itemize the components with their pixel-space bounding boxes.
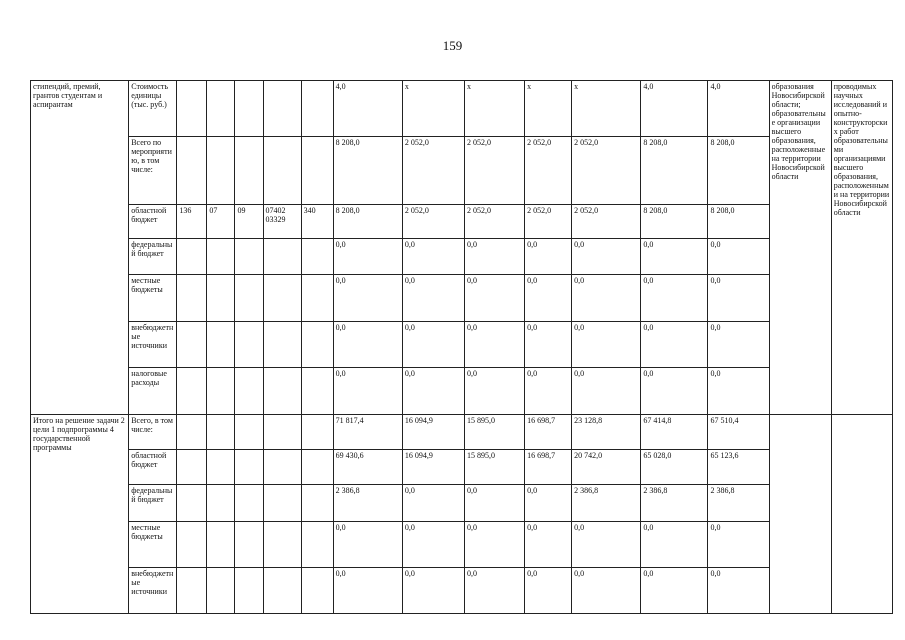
value-cell: 67 414,8 (641, 415, 708, 450)
value-cell: x (525, 81, 572, 137)
value-cell: 2 386,8 (333, 485, 402, 522)
code-cell (263, 485, 301, 522)
value-cell: 8 208,0 (708, 137, 769, 205)
code-cell (235, 522, 263, 568)
row-label: федеральный бюджет (129, 239, 177, 275)
value-cell: 2 052,0 (525, 205, 572, 239)
value-cell: 8 208,0 (333, 137, 402, 205)
value-cell: 0,0 (572, 522, 641, 568)
code-cell (301, 275, 333, 322)
value-cell: 0,0 (333, 275, 402, 322)
value-cell: 0,0 (333, 568, 402, 614)
value-cell: 0,0 (464, 322, 524, 368)
row-label: Стоимость единицы (тыс. руб.) (129, 81, 177, 137)
code-cell (207, 568, 235, 614)
value-cell: 2 386,8 (641, 485, 708, 522)
value-cell: 8 208,0 (641, 137, 708, 205)
code-cell (301, 415, 333, 450)
row-label: Всего, в том числе: (129, 415, 177, 450)
code-cell (177, 415, 207, 450)
value-cell: 65 028,0 (641, 450, 708, 485)
value-cell: 0,0 (572, 568, 641, 614)
code-cell (301, 81, 333, 137)
value-cell: 0,0 (708, 522, 769, 568)
code-cell (207, 485, 235, 522)
code-cell (301, 137, 333, 205)
row-label: областной бюджет (129, 205, 177, 239)
code-cell (301, 485, 333, 522)
value-cell: 0,0 (464, 522, 524, 568)
table-row (31, 485, 893, 522)
value-cell: 0,0 (333, 322, 402, 368)
code-cell (177, 568, 207, 614)
table-row (31, 568, 893, 614)
value-cell: 0,0 (402, 522, 464, 568)
code-cell (177, 485, 207, 522)
code-cell (263, 137, 301, 205)
value-cell: x (402, 81, 464, 137)
section-title: стипендий, премий, грантов студентам и аспирантам (31, 81, 129, 415)
code-cell (301, 239, 333, 275)
value-cell: 4,0 (333, 81, 402, 137)
value-cell: 2 052,0 (572, 137, 641, 205)
code-cell (207, 275, 235, 322)
value-cell: 0,0 (402, 368, 464, 415)
value-cell: 0,0 (402, 485, 464, 522)
code-cell (235, 485, 263, 522)
value-cell: x (464, 81, 524, 137)
row-label: внебюджетные источники (129, 322, 177, 368)
code-cell (263, 522, 301, 568)
code-cell (263, 368, 301, 415)
code-cell (235, 81, 263, 137)
section-title: Итого на решение задачи 2 цели 1 подпрограммы 4 государственной программы (31, 415, 129, 614)
code-cell (235, 275, 263, 322)
code-cell (235, 568, 263, 614)
value-cell: 16 698,7 (525, 415, 572, 450)
value-cell: 8 208,0 (641, 205, 708, 239)
value-cell: 0,0 (333, 368, 402, 415)
result-cell: проводимых научных исследований и опытно-конструкторских работ образовательными организациями высшего образования, расположенными на территории Новосибирской области (831, 81, 892, 415)
value-cell: 0,0 (572, 368, 641, 415)
value-cell: 0,0 (525, 522, 572, 568)
value-cell: 0,0 (333, 522, 402, 568)
value-cell: 0,0 (464, 485, 524, 522)
code-cell (301, 450, 333, 485)
table-row (31, 368, 893, 415)
value-cell: 0,0 (464, 275, 524, 322)
value-cell: 8 208,0 (333, 205, 402, 239)
value-cell: 0,0 (464, 568, 524, 614)
table-row (31, 450, 893, 485)
value-cell: 0,0 (402, 239, 464, 275)
value-cell: 2 386,8 (572, 485, 641, 522)
table-row (31, 275, 893, 322)
rz-code: 07 (207, 205, 235, 239)
value-cell: 0,0 (402, 568, 464, 614)
code-cell (263, 450, 301, 485)
table-row (31, 415, 893, 450)
table-row (31, 239, 893, 275)
code-cell (235, 368, 263, 415)
code-cell (263, 568, 301, 614)
code-cell (263, 239, 301, 275)
code-cell (263, 415, 301, 450)
value-cell: 2 386,8 (708, 485, 769, 522)
code-cell (177, 368, 207, 415)
vr-code: 340 (301, 205, 333, 239)
value-cell: 2 052,0 (525, 137, 572, 205)
code-cell (301, 322, 333, 368)
row-label: местные бюджеты (129, 275, 177, 322)
code-cell (301, 368, 333, 415)
value-cell: 0,0 (641, 322, 708, 368)
code-cell (263, 322, 301, 368)
value-cell: 65 123,6 (708, 450, 769, 485)
value-cell: 71 817,4 (333, 415, 402, 450)
code-cell (177, 522, 207, 568)
value-cell: 0,0 (641, 522, 708, 568)
table-row (31, 205, 893, 239)
code-cell (207, 415, 235, 450)
value-cell: 4,0 (641, 81, 708, 137)
table-row (31, 522, 893, 568)
value-cell: 0,0 (525, 568, 572, 614)
value-cell: 2 052,0 (572, 205, 641, 239)
result-cell (831, 415, 892, 614)
value-cell: 69 430,6 (333, 450, 402, 485)
value-cell: 20 742,0 (572, 450, 641, 485)
csr-code: 07402 03329 (263, 205, 301, 239)
value-cell: 0,0 (572, 275, 641, 322)
table-row (31, 81, 893, 137)
page-number: 159 (442, 38, 463, 53)
code-cell (177, 137, 207, 205)
value-cell: 0,0 (641, 239, 708, 275)
code-cell (263, 81, 301, 137)
value-cell: 0,0 (525, 368, 572, 415)
code-cell (207, 450, 235, 485)
code-cell (235, 239, 263, 275)
value-cell: 0,0 (572, 239, 641, 275)
value-cell: 15 895,0 (464, 450, 524, 485)
code-cell (177, 275, 207, 322)
value-cell: 0,0 (402, 275, 464, 322)
value-cell: 2 052,0 (464, 137, 524, 205)
table-row (31, 322, 893, 368)
value-cell: 0,0 (708, 368, 769, 415)
code-cell (177, 322, 207, 368)
executor-cell (769, 415, 831, 614)
code-cell (177, 239, 207, 275)
value-cell: 0,0 (525, 239, 572, 275)
value-cell: 0,0 (641, 568, 708, 614)
value-cell: 0,0 (464, 239, 524, 275)
value-cell: 2 052,0 (464, 205, 524, 239)
value-cell: 16 094,9 (402, 450, 464, 485)
row-label: федеральный бюджет (129, 485, 177, 522)
row-label: налоговые расходы (129, 368, 177, 415)
value-cell: 0,0 (402, 322, 464, 368)
value-cell: 8 208,0 (708, 205, 769, 239)
code-cell (235, 415, 263, 450)
value-cell: 16 094,9 (402, 415, 464, 450)
code-cell (207, 522, 235, 568)
value-cell: 23 128,8 (572, 415, 641, 450)
value-cell: 0,0 (708, 275, 769, 322)
value-cell: 0,0 (333, 239, 402, 275)
code-cell (235, 322, 263, 368)
code-cell (263, 275, 301, 322)
row-label: областной бюджет (129, 450, 177, 485)
value-cell: 67 510,4 (708, 415, 769, 450)
value-cell: 15 895,0 (464, 415, 524, 450)
code-cell (301, 568, 333, 614)
code-cell (177, 81, 207, 137)
grbs-code: 136 (177, 205, 207, 239)
code-cell (207, 239, 235, 275)
value-cell: 0,0 (641, 368, 708, 415)
code-cell (207, 322, 235, 368)
table-row (31, 137, 893, 205)
budget-table (30, 80, 893, 614)
value-cell: 0,0 (708, 568, 769, 614)
row-label: внебюджетные источники (129, 568, 177, 614)
row-label: Всего по мероприятию, в том числе: (129, 137, 177, 205)
value-cell: 0,0 (464, 368, 524, 415)
code-cell (207, 137, 235, 205)
value-cell: 0,0 (572, 322, 641, 368)
row-label: местные бюджеты (129, 522, 177, 568)
value-cell: 0,0 (708, 322, 769, 368)
code-cell (177, 450, 207, 485)
code-cell (235, 450, 263, 485)
value-cell: 0,0 (641, 275, 708, 322)
code-cell (207, 368, 235, 415)
value-cell: 0,0 (525, 322, 572, 368)
executor-cell: образования Новосибирской области; образовательные организации высшего образования, расположенные на территории Новосибирской области (769, 81, 831, 415)
code-cell (235, 137, 263, 205)
value-cell: 2 052,0 (402, 205, 464, 239)
value-cell: 0,0 (525, 485, 572, 522)
code-cell (301, 522, 333, 568)
pr-code: 09 (235, 205, 263, 239)
value-cell: x (572, 81, 641, 137)
value-cell: 0,0 (525, 275, 572, 322)
value-cell: 2 052,0 (402, 137, 464, 205)
code-cell (207, 81, 235, 137)
value-cell: 0,0 (708, 239, 769, 275)
value-cell: 4,0 (708, 81, 769, 137)
value-cell: 16 698,7 (525, 450, 572, 485)
